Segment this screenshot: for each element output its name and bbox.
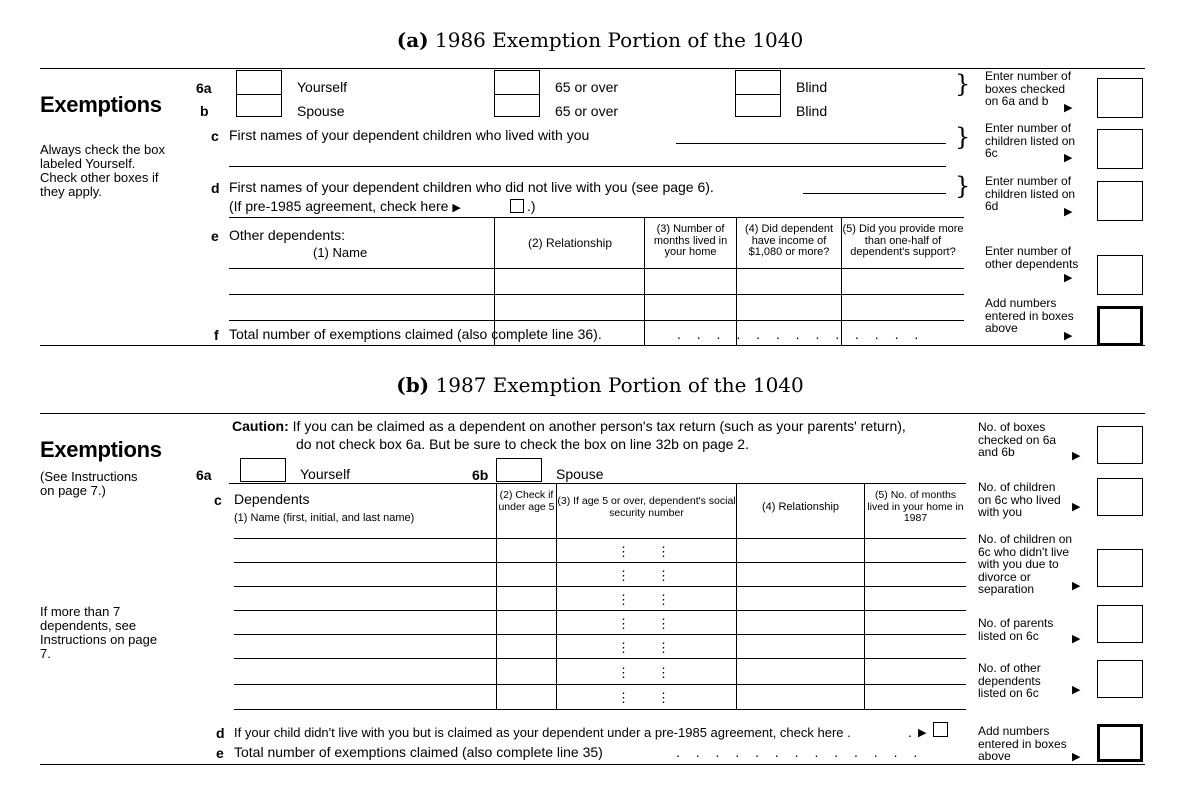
- caption-b: [0, 373, 1200, 397]
- form-a-line-b-no: b: [200, 103, 209, 119]
- ssn-separator: ⋮: [617, 544, 630, 559]
- form-b-right-1: No. of boxes checked on 6a and 6b: [978, 420, 1057, 459]
- form-b-line-d-dot: .: [908, 724, 912, 740]
- form-b-table-row: [234, 610, 966, 611]
- form-a-line-d-sub-a: (If pre-1985 agreement, check here: [229, 198, 453, 214]
- form-a-section-title: Exemptions: [40, 92, 162, 117]
- form-a-brace-2: }: [955, 123, 971, 151]
- form-a-top-rule: [40, 68, 1145, 69]
- form-a-table-vline-2: [644, 217, 645, 346]
- form-a-line-f-no: f: [214, 327, 219, 343]
- form-a-count-box-3[interactable]: [1097, 181, 1143, 221]
- arrow-icon: ▶: [1064, 102, 1073, 114]
- form-b-right-6: Add numbers entered in boxes above: [978, 724, 1067, 763]
- form-b-col1: (1) Name (first, initial, and last name): [234, 512, 415, 524]
- form-b-count-box-1[interactable]: [1097, 426, 1143, 464]
- form-b-dependents: Dependents: [234, 491, 310, 507]
- arrow-icon: ▶: [1072, 684, 1081, 696]
- form-b-pre1985-checkbox[interactable]: [933, 722, 948, 737]
- form-a-brace-1: }: [955, 70, 971, 98]
- ssn-separator: ⋮: [657, 690, 670, 705]
- form-b-table-vline-3: [736, 483, 737, 710]
- form-b-caution-line2: do not check box 6a. But be sure to check the box on line 32b on page 2.: [296, 436, 749, 452]
- form-b-count-box-3[interactable]: [1097, 549, 1143, 587]
- caption-b-text: 1987 Exemption Portion of the 1040: [435, 373, 804, 397]
- form-b-caution-label: Caution:: [232, 418, 289, 434]
- form-b-count-box-4[interactable]: [1097, 605, 1143, 643]
- form-a-line-c-fill-2[interactable]: [229, 166, 946, 167]
- arrow-icon: ▶: [452, 202, 461, 214]
- form-b-table-vline-2: [556, 483, 557, 710]
- form-b-top-rule: [40, 413, 1145, 414]
- form-b-line-6a-no: 6a: [196, 467, 212, 483]
- arrow-icon: ▶: [1064, 152, 1073, 164]
- form-a-col2: (2) Relationship: [527, 236, 613, 250]
- form-a-line-d-no: d: [211, 180, 220, 196]
- form-b-table-row: [234, 562, 966, 563]
- form-a-right-2: Enter number of children listed on 6c: [985, 121, 1076, 160]
- form-a-table-row-3: [229, 320, 964, 321]
- form-b-side-note-1: (See Instructions on page 7.): [40, 469, 138, 498]
- form-a-count-box-2[interactable]: [1097, 129, 1143, 169]
- ssn-separator: ⋮: [657, 568, 670, 583]
- form-a-blind-label-2: Blind: [796, 103, 828, 119]
- ssn-separator: ⋮: [657, 665, 670, 680]
- ssn-separator: ⋮: [617, 640, 630, 655]
- form-a-line-d-fill[interactable]: [803, 193, 946, 194]
- form-b-right-5: No. of other dependents listed on 6c: [978, 661, 1041, 700]
- ssn-separator: ⋮: [657, 616, 670, 631]
- form-b-table-row: [234, 684, 966, 685]
- form-b-table-row: [234, 586, 966, 587]
- form-b-table-top: [229, 483, 966, 484]
- form-a-line-d-text: First names of your dependent children who did not live with you (see page 6).: [229, 179, 714, 195]
- form-a-count-box-1[interactable]: [1097, 78, 1143, 118]
- form-a-line-d-sub-b: .): [527, 198, 536, 214]
- form-a-right-3: Enter number of children listed on 6d: [985, 174, 1076, 213]
- caption-a: [0, 28, 1200, 52]
- arrow-icon: ▶: [1064, 330, 1073, 342]
- caption-b-tag: (b): [396, 373, 430, 397]
- form-a-line-6a-no: 6a: [196, 80, 212, 96]
- form-b-line-6b-no: 6b: [472, 467, 489, 483]
- form-a-checkbox-divider-2: [494, 94, 540, 95]
- arrow-icon: ▶: [1064, 206, 1073, 218]
- form-b-caution-1: [232, 419, 906, 434]
- form-a-line-f-dots: . . . . . . . . . . . . .: [677, 326, 925, 342]
- form-b-count-box-2[interactable]: [1097, 478, 1143, 516]
- form-a-col5: (5) Did you provide more than one-half of dependent's support?: [842, 223, 964, 258]
- ssn-separator: ⋮: [657, 640, 670, 655]
- form-a-65-label-2: 65 or over: [555, 103, 619, 119]
- form-a-line-e-no: e: [211, 228, 219, 244]
- form-b-side-note-2: If more than 7 dependents, see Instructions on page 7.: [40, 604, 158, 661]
- form-b-line-d-no: d: [216, 725, 225, 741]
- form-b-spouse-checkbox[interactable]: [496, 458, 542, 482]
- form-b-yourself-label: Yourself: [300, 466, 351, 482]
- form-a-right-5: Add numbers entered in boxes above: [985, 296, 1074, 335]
- form-b-line-d-text: If your child didn't live with you but is claimed as your dependent under a pre-1985 agreement, check here .: [234, 725, 851, 740]
- form-a-checkbox-divider-3: [735, 94, 781, 95]
- form-b-line-e-no: e: [216, 745, 224, 761]
- form-a-table-row-1: [229, 268, 964, 269]
- form-a-col4: (4) Did dependent have income of $1,080 or more?: [744, 223, 834, 258]
- ssn-separator: ⋮: [657, 544, 670, 559]
- form-a-table-top: [229, 217, 964, 218]
- form-b-table-vline-4: [864, 483, 865, 710]
- form-b-yourself-checkbox[interactable]: [240, 458, 286, 482]
- form-b-col3: (3) If age 5 or over, dependent's social security number: [557, 495, 736, 519]
- form-a-line-e-text: Other dependents:: [229, 227, 345, 243]
- form-a-65-label-1: 65 or over: [555, 79, 619, 95]
- form-a-line-d-sub: [229, 199, 461, 216]
- form-b-table-row: [234, 709, 966, 710]
- caption-a-text: 1986 Exemption Portion of the 1040: [435, 28, 804, 52]
- arrow-icon: ▶: [1072, 450, 1081, 462]
- form-b-right-3: No. of children on 6c who didn't live with you due to divorce or separation: [978, 532, 1073, 596]
- form-b-col5: (5) No. of months lived in your home in 1987: [867, 489, 964, 524]
- form-b-table-vline-1: [496, 483, 497, 710]
- form-a-total-box[interactable]: [1097, 306, 1143, 346]
- form-a-bottom-rule: [40, 345, 1145, 346]
- form-b-bottom-rule: [40, 764, 1145, 765]
- arrow-icon: ▶: [1064, 272, 1073, 284]
- ssn-separator: ⋮: [617, 616, 630, 631]
- form-b-col2: (2) Check if under age 5: [498, 489, 555, 513]
- form-b-caution-line1: If you can be claimed as a dependent on another person's tax return (such as your parents' return),: [292, 418, 906, 434]
- ssn-separator: ⋮: [617, 568, 630, 583]
- form-b-section-title: Exemptions: [40, 437, 162, 462]
- form-a-side-note: Always check the box labeled Yourself. Check other boxes if they apply.: [40, 142, 166, 199]
- form-b-spouse-label: Spouse: [556, 466, 604, 482]
- form-a-brace-3: }: [955, 172, 971, 200]
- form-b-col4: (4) Relationship: [761, 501, 840, 513]
- form-a-line-f-text: Total number of exemptions claimed (also complete line 36).: [229, 326, 602, 342]
- form-a-line-c-text: First names of your dependent children who lived with you: [229, 127, 590, 143]
- ssn-separator: ⋮: [657, 592, 670, 607]
- form-b-right-2: No. of children on 6c who lived with you: [978, 480, 1061, 519]
- form-a-blind-label-1: Blind: [796, 79, 828, 95]
- form-b-table-row: [234, 538, 966, 539]
- form-b-line-e-text: Total number of exemptions claimed (also complete line 35): [234, 744, 603, 760]
- form-a-table-row-2: [229, 294, 964, 295]
- caption-a-tag: (a): [396, 28, 429, 52]
- form-a-right-4: Enter number of other dependents: [985, 244, 1079, 271]
- form-a-count-box-4[interactable]: [1097, 255, 1143, 295]
- form-a-checkbox-divider-1: [236, 94, 282, 95]
- form-b-total-box[interactable]: [1097, 724, 1143, 762]
- ssn-separator: ⋮: [617, 690, 630, 705]
- arrow-icon: ▶: [1072, 751, 1081, 763]
- form-a-col3: (3) Number of months lived in your home: [653, 223, 728, 258]
- form-a-pre1985-checkbox[interactable]: [510, 199, 524, 213]
- form-b-line-c-no: c: [214, 492, 222, 508]
- form-b-table-row: [234, 658, 966, 659]
- form-a-yourself-label: Yourself: [297, 79, 348, 95]
- arrow-icon: ▶: [918, 727, 927, 739]
- form-a-spouse-label: Spouse: [297, 103, 345, 119]
- form-a-right-1: Enter number of boxes checked on 6a and b: [985, 69, 1072, 108]
- ssn-separator: ⋮: [617, 665, 630, 680]
- ssn-separator: ⋮: [617, 592, 630, 607]
- form-a-col1: (1) Name: [313, 245, 368, 260]
- form-b-right-4: No. of parents listed on 6c: [978, 616, 1054, 643]
- form-a-line-c-fill-1[interactable]: [676, 143, 946, 144]
- form-b-line-e-dots: . . . . . . . . . . . . .: [676, 744, 924, 760]
- arrow-icon: ▶: [1072, 580, 1081, 592]
- arrow-icon: ▶: [1072, 501, 1081, 513]
- form-b-count-box-5[interactable]: [1097, 660, 1143, 698]
- form-b-table-row: [234, 634, 966, 635]
- arrow-icon: ▶: [1072, 633, 1081, 645]
- form-a-line-c-no: c: [211, 128, 219, 144]
